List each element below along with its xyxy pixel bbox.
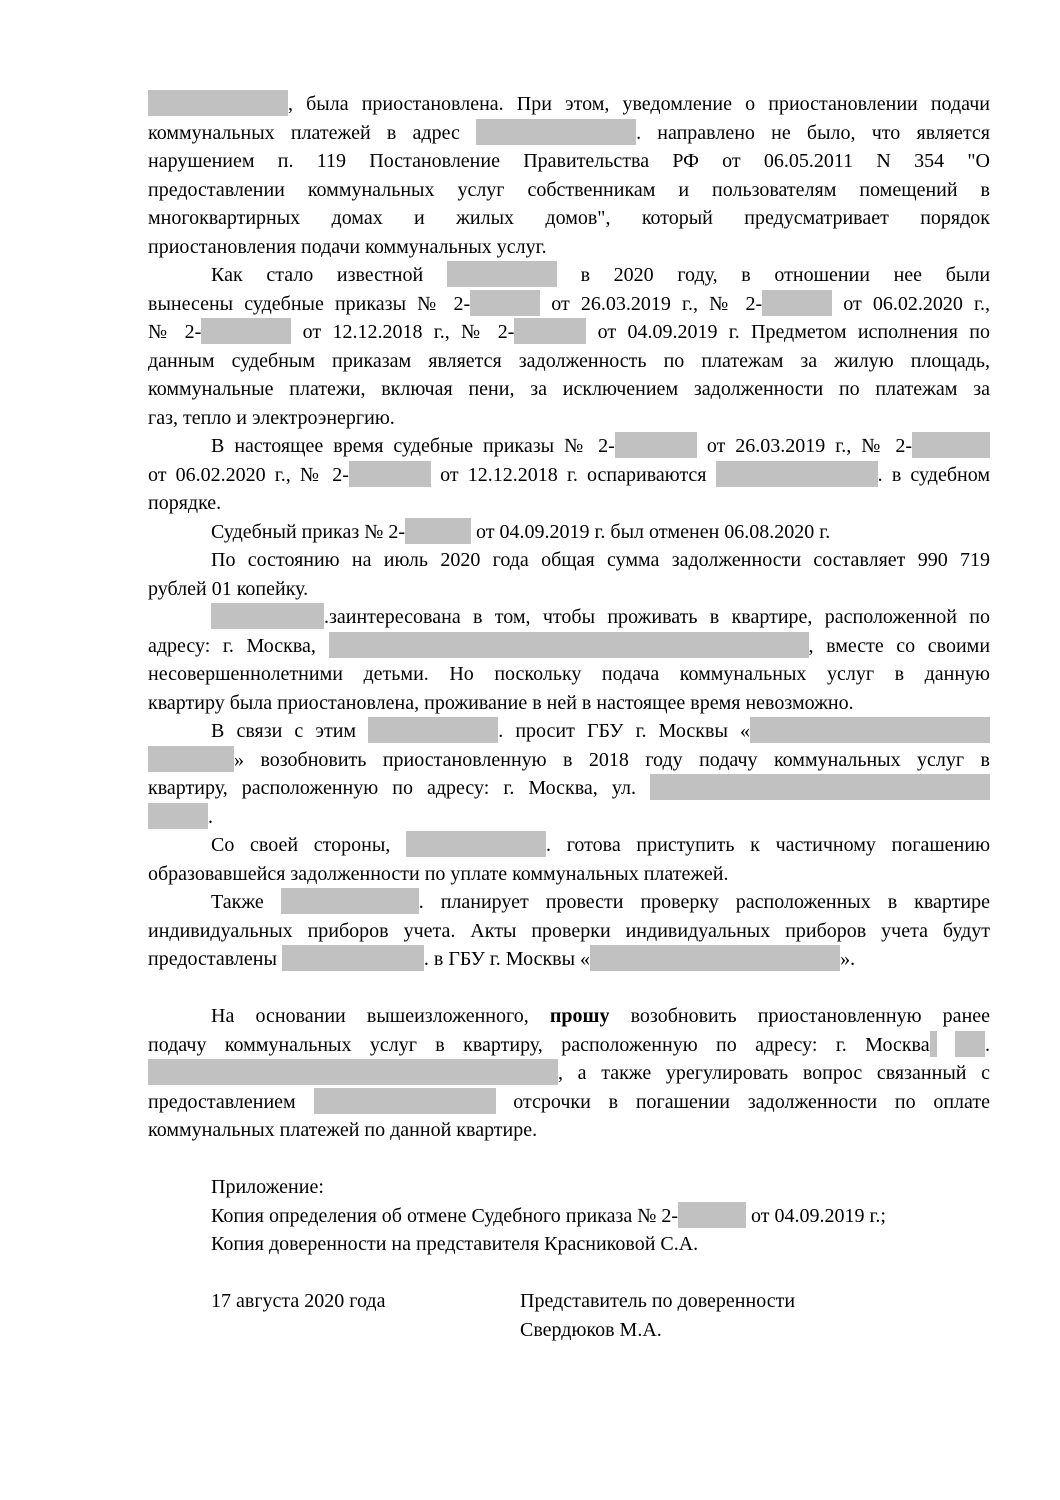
text-run: . направлено не было, что является: [636, 121, 990, 144]
redaction-box: [615, 432, 697, 458]
redaction-box: [912, 432, 990, 458]
redaction-box: [148, 1059, 558, 1085]
redaction-box: [590, 945, 840, 971]
document-line: [148, 860, 990, 889]
redaction-box: [650, 774, 990, 800]
document-line: [148, 803, 990, 832]
text-run: коммунальных платежей по данной квартире.: [148, 1119, 538, 1141]
document-line: [148, 347, 990, 376]
document-line: [148, 233, 990, 262]
redaction-box: [405, 518, 471, 544]
document-line: [148, 489, 990, 518]
text-run: нарушением п. 119 Постановление Правительства РФ от 06.05.2011 N 354 "О: [148, 150, 990, 172]
text-run: приостановления подачи коммунальных услуг.: [148, 235, 547, 258]
document-line: [148, 660, 990, 689]
blank-line: [148, 974, 990, 1003]
redaction-box: [447, 261, 557, 287]
document-line: [148, 1116, 990, 1145]
redaction-box: [678, 1202, 746, 1228]
text-run: Также: [211, 891, 264, 913]
text-run: данным судебным приказам является задолженность по платежам за жилую площадь,: [148, 349, 990, 372]
redaction-box: [349, 461, 431, 487]
redaction-box: [329, 632, 809, 658]
document-line: [148, 746, 990, 775]
redaction-box: [476, 119, 636, 145]
redaction-box: [211, 603, 324, 629]
attachments-heading: [148, 1173, 990, 1202]
attachment-item: [148, 1202, 990, 1231]
document-line: [148, 518, 990, 547]
text-run: от 04.09.2019 г. был отменен 06.08.2020 г.: [476, 520, 831, 543]
redaction-box: [148, 90, 288, 116]
document-line: [148, 461, 990, 490]
document-line: [148, 404, 990, 433]
redaction-box: [201, 318, 291, 344]
document-line: [148, 1059, 990, 1088]
text-run: индивидуальных приборов учета. Акты проверки индивидуальных приборов учета будут: [148, 919, 990, 942]
redaction-box: [368, 717, 498, 743]
document-line: [148, 432, 990, 461]
text-run: . в ГБУ г. Москвы «: [423, 948, 591, 970]
document-line: [148, 375, 990, 404]
text-run: от 04.09.2019 г. Предметом исполнения по: [597, 321, 991, 343]
redaction-box: [281, 888, 419, 914]
document-line: [148, 888, 990, 917]
text-run: . в судебном: [877, 463, 990, 486]
text-run: от 06.02.2020 г.,: [843, 292, 990, 315]
redaction-box: [762, 290, 832, 316]
text-run: коммунальные платежи, включая пени, за исключением задолженности по платежам за: [148, 378, 990, 400]
bold-run: прошу: [549, 1005, 610, 1027]
redaction-box: [148, 803, 208, 829]
text-run: в 2020 году, в отношении нее были: [580, 264, 991, 286]
signer-name: Свердюков М.А.: [520, 1318, 662, 1341]
document-line: [148, 945, 990, 974]
document-page: [148, 0, 990, 1344]
text-run: образовавшейся задолженности по уплате коммунальных платежей.: [148, 862, 729, 885]
text-run: рублей 01 копейку.: [148, 577, 309, 600]
text-run: ».: [840, 948, 856, 970]
document-line: [148, 575, 990, 604]
text-run: возобновить приостановленную ранее: [630, 1005, 991, 1027]
text-run: , вместе со своими: [808, 634, 991, 657]
document-line: [148, 603, 990, 632]
text-run: предоставлении коммунальных услуг собственникам и пользователям помещений в: [148, 178, 990, 201]
blank-line: [148, 1145, 990, 1174]
text-run: несовершеннолетними детьми. Но поскольку подача коммунальных услуг в данную: [148, 663, 990, 685]
redaction-box: [750, 717, 990, 743]
redaction-box: [406, 831, 546, 857]
text-run: предоставлением: [148, 1090, 296, 1113]
text-run: . планирует провести проверку расположенных в квартире: [418, 891, 990, 913]
text-run: адресу: г. Москва,: [148, 634, 316, 657]
text-run: предоставлены: [148, 948, 277, 970]
document-line: [148, 290, 990, 319]
text-run: , а также урегулировать вопрос связанный с: [558, 1062, 990, 1084]
text-run: газ, тепло и электроэнергию.: [148, 406, 395, 429]
document-line: [148, 717, 990, 746]
document-line: [148, 831, 990, 860]
text-run: В связи с этим: [211, 720, 357, 742]
blank-line: [148, 1259, 990, 1288]
text-run: По состоянию на июль 2020 года общая сумма задолженности составляет 990 719: [211, 549, 990, 571]
document-line: [148, 318, 990, 347]
redaction-box: [282, 945, 424, 971]
text-run: от 12.12.2018 г. оспариваются: [440, 463, 707, 486]
text-run: от 04.09.2019 г.;: [750, 1204, 886, 1227]
document-line: [148, 147, 990, 176]
text-run: квартиру была приостановлена, проживание в ней в настоящее время невозможно.: [148, 691, 854, 714]
redaction-box: [930, 1031, 937, 1057]
text-run: № 2-: [148, 321, 202, 343]
text-run: .: [985, 1033, 990, 1056]
text-run: .заинтересована в том, чтобы проживать в квартире, расположенной по: [324, 606, 990, 628]
text-run: . готова приступить к частичному погашению: [546, 834, 991, 856]
text-run: от 12.12.2018 г., № 2-: [302, 321, 515, 343]
text-run: порядке.: [148, 492, 222, 514]
text-run: Со своей стороны,: [211, 834, 391, 856]
document-line: [148, 632, 990, 661]
document-line: [148, 1002, 990, 1031]
document-line: [148, 1031, 990, 1060]
redaction-box: [148, 746, 234, 772]
redaction-box: [470, 290, 540, 316]
text-run: Копия доверенности на представителя Красниковой С.А.: [211, 1233, 699, 1255]
text-run: коммунальных платежей в адрес: [148, 121, 460, 144]
text-run: . просит ГБУ г. Москвы «: [498, 720, 751, 742]
signature-row: [148, 1316, 990, 1345]
text-run: многоквартирных домах и жилых домов", который предусматривает порядок: [148, 207, 990, 229]
signature-row: [148, 1287, 990, 1316]
document-line: [148, 119, 990, 148]
text-run: квартиру, расположенную по адресу: г. Москва, ул.: [148, 777, 636, 799]
document-line: [148, 261, 990, 290]
document-line: [148, 546, 990, 575]
text-run: Приложение:: [211, 1176, 324, 1198]
text-run: В настоящее время судебные приказы № 2-: [211, 435, 615, 457]
signer-role: Представитель по доверенности: [520, 1290, 796, 1312]
document-line: [148, 689, 990, 718]
document-date: 17 августа 2020 года: [211, 1290, 386, 1312]
document-line: [148, 774, 990, 803]
redaction-box: [314, 1088, 496, 1114]
text-run: отсрочки в погашении задолженности по оплате: [513, 1090, 991, 1113]
document-line: [148, 204, 990, 233]
redaction-box: [716, 461, 878, 487]
text-run: .: [208, 805, 213, 828]
document-line: [148, 1088, 990, 1117]
text-run: от 26.03.2019 г., № 2-: [551, 292, 763, 315]
text-run: , была приостановлена. При этом, уведомление о приостановлении подачи: [288, 93, 990, 115]
text-run: Как стало известной: [211, 264, 424, 286]
text-run: от 06.02.2020 г., № 2-: [148, 463, 349, 486]
text-run: вынесены судебные приказы № 2-: [148, 292, 471, 315]
document-line: [148, 917, 990, 946]
redaction-box: [514, 318, 586, 344]
text-run: Копия определения об отмене Судебного приказа № 2-: [211, 1204, 678, 1227]
text-run: » возобновить приостановленную в 2018 году подачу коммунальных услуг в: [234, 748, 990, 771]
document-line: [148, 90, 990, 119]
document-line: [148, 176, 990, 205]
redaction-box: [955, 1031, 985, 1057]
attachment-item: [148, 1230, 990, 1259]
text-run: На основании вышеизложенного,: [211, 1005, 529, 1027]
text-run: от 26.03.2019 г., № 2-: [706, 435, 913, 457]
text-run: подачу коммунальных услуг в квартиру, расположенную по адресу: г. Москва: [148, 1033, 930, 1056]
text-run: Судебный приказ № 2-: [211, 520, 405, 543]
